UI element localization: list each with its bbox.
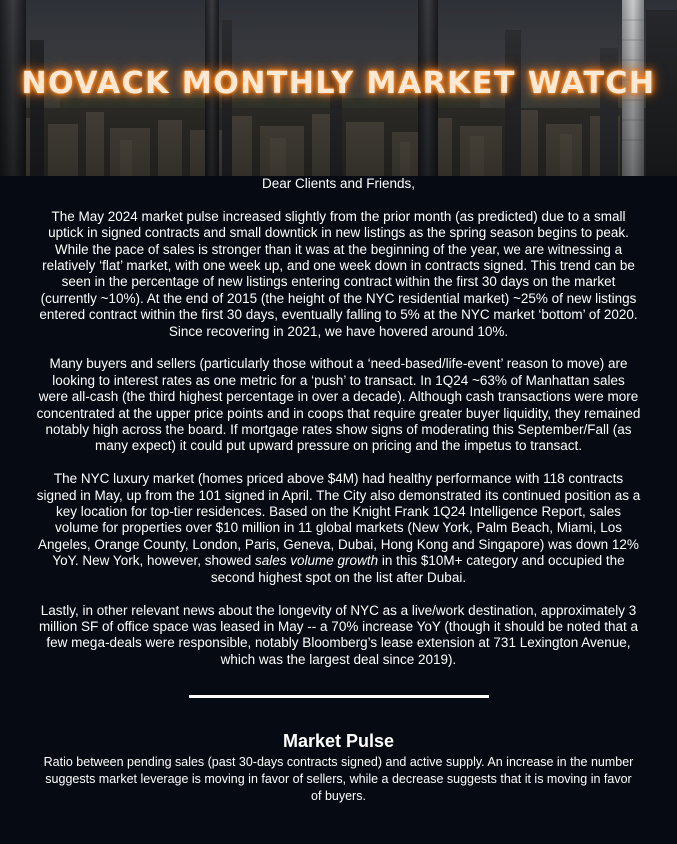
paragraph-interest-rates: Many buyers and sellers (particularly those without a ‘need-based/life-event’ reason to move) are looking to interest rates as one metric for a ‘push’ to transact. In 1Q24 ~63% of Manhattan sales were all-cash (the third highest percentage in over a decade). Although cash transactions were more concentrated at the upper price points and in coops that require greater buyer liquidity, they remained notably high across the board. If mortgage rates show signs of moderating this September/Fall (as many expect) it could put upward pressure on pricing and the impetus to transact. — [36, 356, 641, 454]
market-pulse-heading: Market Pulse — [282, 731, 395, 752]
paragraph-luxury-text-end: in this $10M+ category and occupied the second highest spot on the list after Dubai. — [210, 553, 625, 585]
paragraph-market-pulse-update: The May 2024 market pulse increased slightly from the prior month (as predicted) due to a small uptick in signed contracts and small downtick in new listings as the spring season begins to peak. While the pace of sales is stronger than it was at the beginning of the year, we are witnessing a relatively ‘flat’ market, with one week up, and one week down in contracts signed. This trend can be seen in the percentage of new listings entering contract within the first 30 days on the market (currently ~10%). At the end of 2015 (the height of the NYC residential market) ~25% of new listings entered contract within the first 30 days, eventually falling to 5% at the NYC market ‘bottom’ of 2020. Since recovering in 2021, we have hovered around 10%. — [39, 208, 638, 339]
hero-banner — [0, 0, 677, 176]
letter-body — [0, 176, 677, 805]
section-divider — [189, 695, 489, 698]
paragraph-luxury-text-start: The NYC luxury market (homes priced above $4M) had healthy performance with 118 contracts signed in May, up from the 101 signed in April. The City also demonstrated its continued position as a key location for top-tier residences. Based on the Knight Frank 1Q24 Intelligence Report, sales volume for properties over $10 million in 11 global markets (New York, Palm Beach, Miami, Los Angeles, Orange County, London, Paris, Geneva, Dubai, Hong Kong and Singapore) was down 12% YoY. New York, however, showed — [36, 471, 641, 569]
paragraph-office-leasing: Lastly, in other relevant news about the longevity of NYC as a live/work destination, approximately 3 million SF of office space was leased in May -- a 70% increase YoY (though it should be noted that a few mega-deals were responsible, notably Bloomberg’s lease extension at 731 Lexington Avenue, which was the largest deal since 2019). — [38, 602, 639, 667]
greeting: Dear Clients and Friends, — [261, 176, 416, 191]
newsletter-title: NOVACK MONTHLY MARKET WATCH — [21, 66, 656, 101]
market-pulse-description: Ratio between pending sales (past 30-days contracts signed) and active supply. An increase in the number suggests market leverage is moving in favor of sellers, while a decrease suggests that it is moving in favor of buyers. — [43, 755, 634, 804]
paragraph-luxury-market — [37, 471, 641, 586]
paragraph-luxury-emphasis: sales volume growth — [255, 553, 379, 569]
